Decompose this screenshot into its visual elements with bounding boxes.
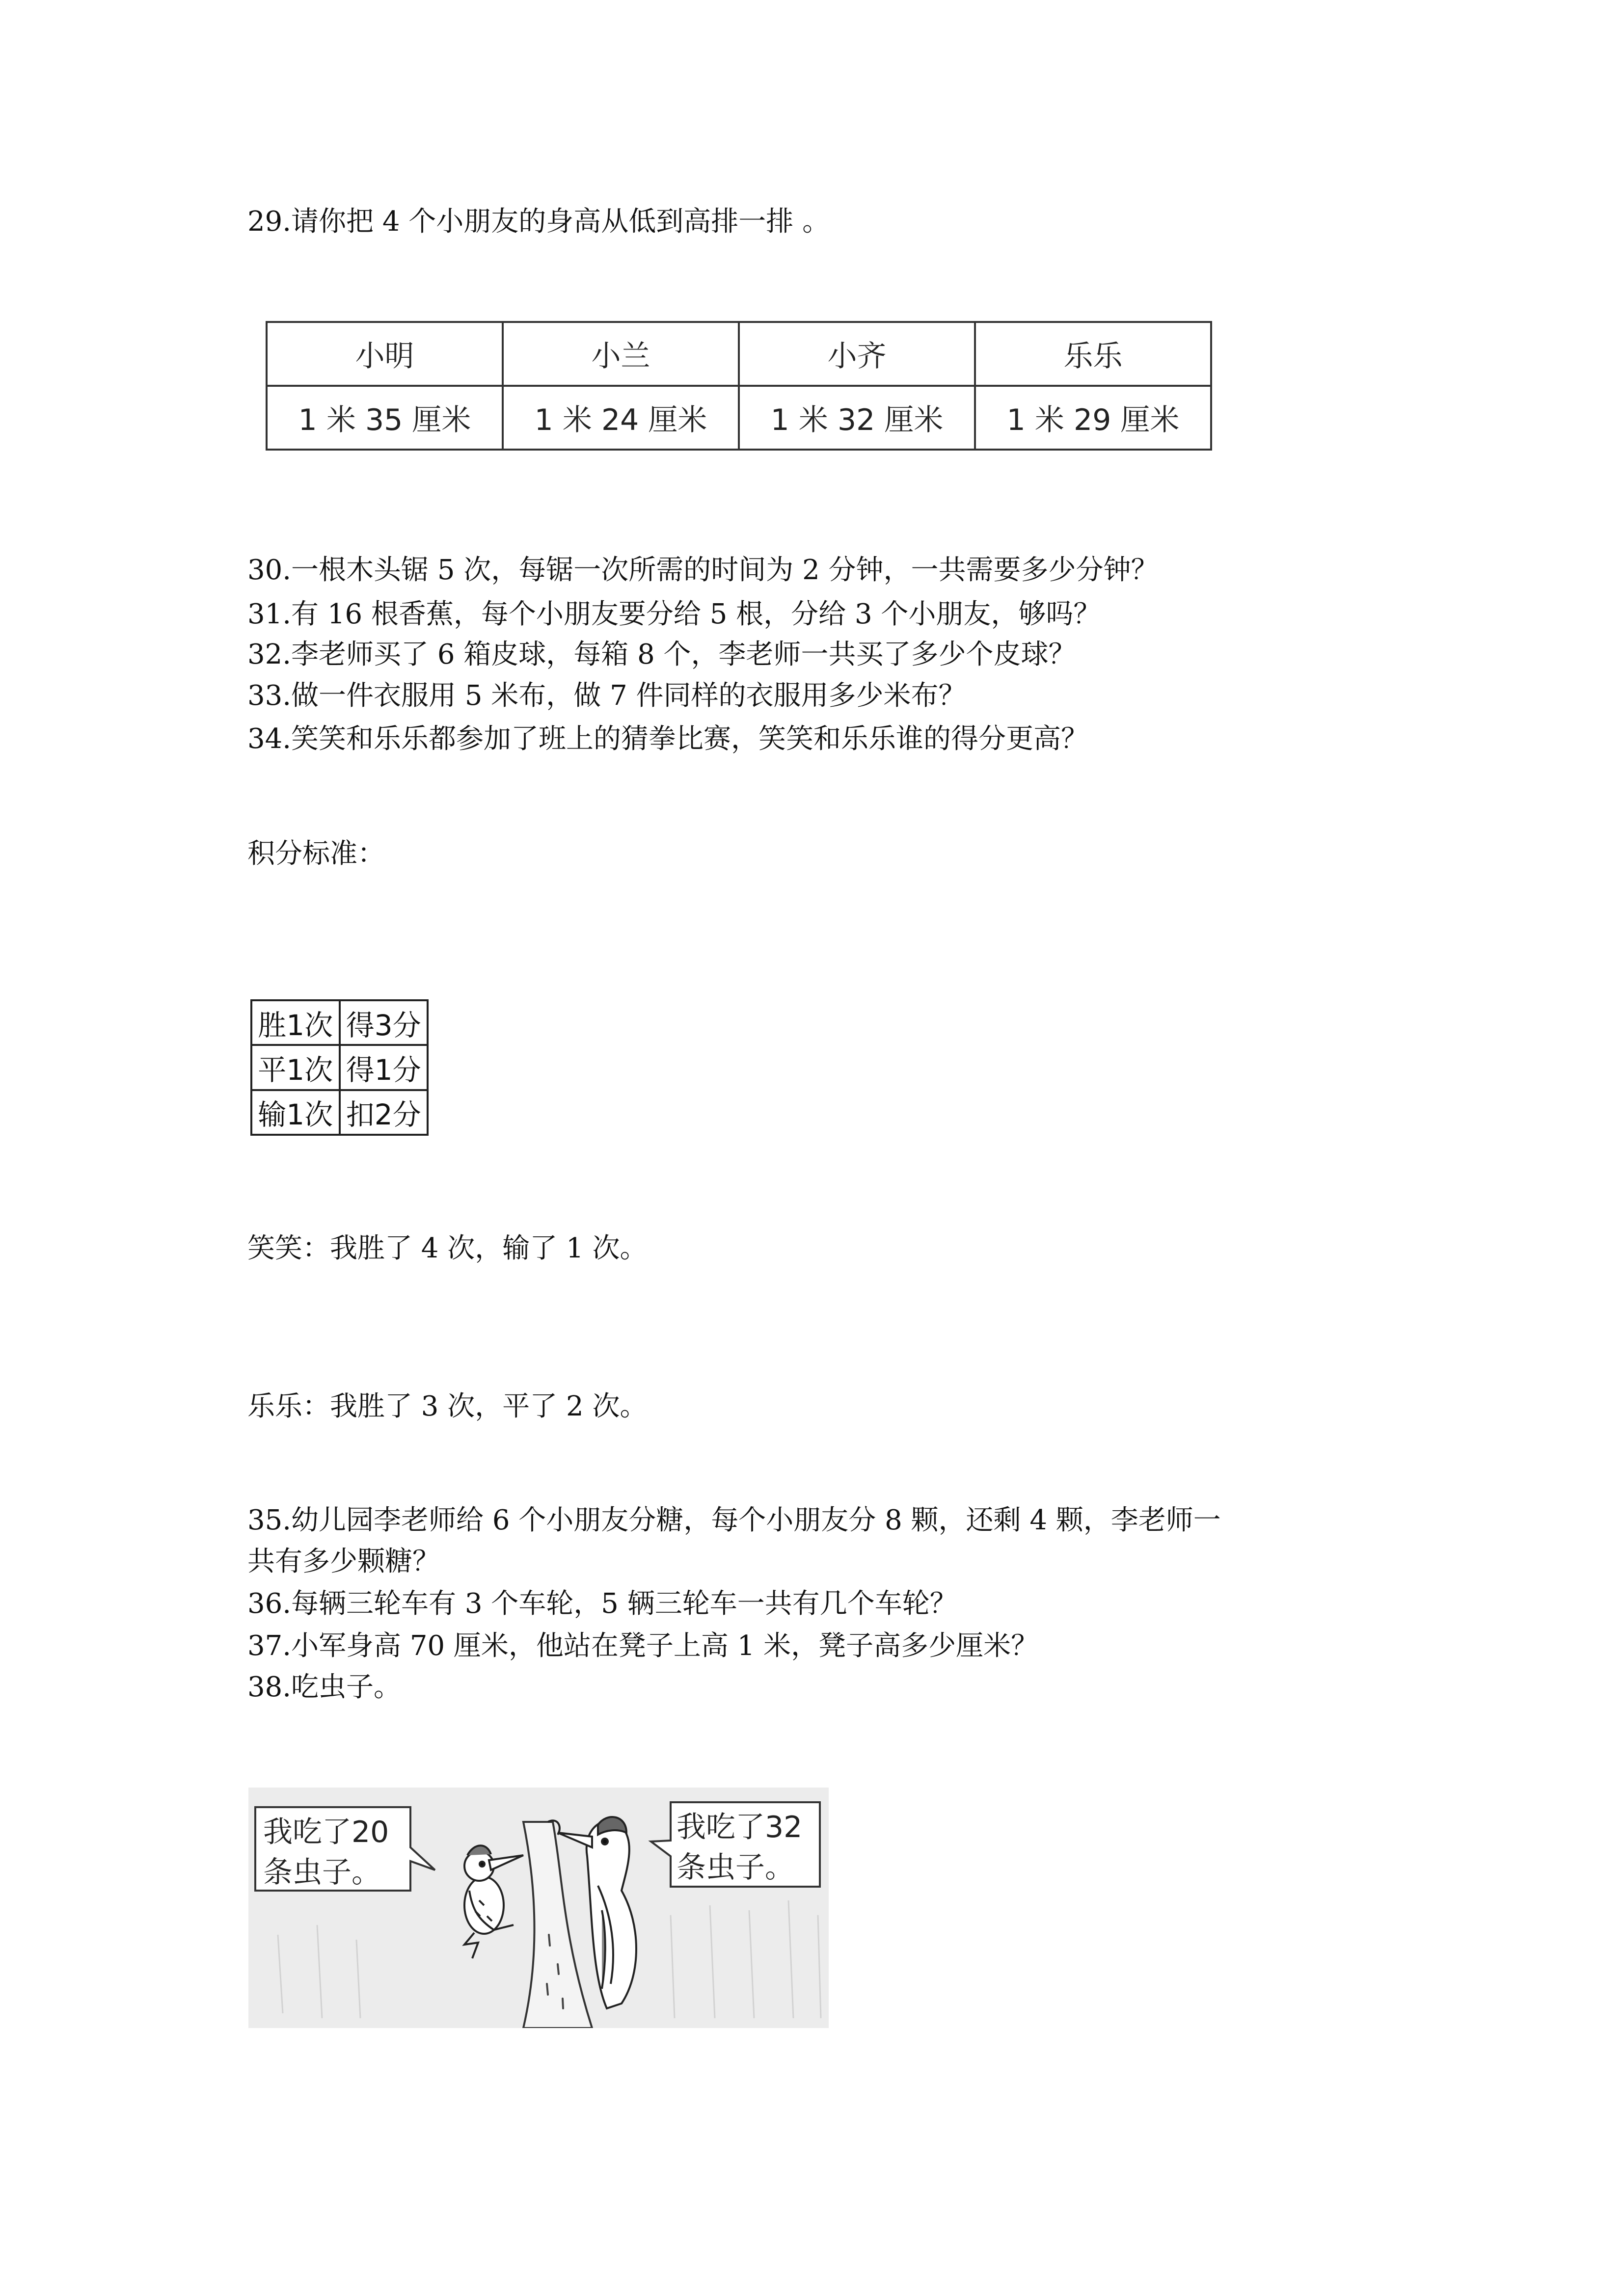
table-row [267,322,1211,386]
result-cell: 胜1次 [251,1000,340,1045]
question-32: 32.李老师买了 6 箱皮球，每箱 8 个，李老师一共买了多少个皮球？ [247,639,1076,670]
question-30: 30.一根木头锯 5 次，每锯一次所需的时间为 2 分钟，一共需要多少分钟？ [247,554,1159,586]
right-bubble-line: 条虫子。 [677,1850,794,1885]
lele-statement: 乐乐：我胜了 3 次，平了 2 次。 [247,1390,648,1422]
question-29: 29.请你把 4 个小朋友的身高从低到高排一排 。 [247,206,830,238]
table-row [251,1000,428,1045]
score-table [250,999,429,1136]
height-cell: 1 米 32 厘米 [739,386,975,450]
left-bubble-line: 条虫子。 [263,1855,381,1890]
name-cell: 小明 [267,322,503,386]
xiaoxiao-statement: 笑笑：我胜了 4 次，输了 1 次。 [247,1232,648,1264]
question-35-line-2: 共有多少颗糖？ [247,1546,440,1577]
table-row [251,1090,428,1135]
question-35-line-1: 35.幼儿园李老师给 6 个小朋友分糖，每个小朋友分 8 颗，还剩 4 颗，李老师一 [247,1504,1221,1536]
height-cell: 1 米 24 厘米 [503,386,739,450]
name-cell: 小兰 [503,322,739,386]
question-38: 38.吃虫子。 [247,1671,402,1703]
height-table [266,321,1212,451]
table-row [267,386,1211,450]
name-cell: 乐乐 [975,322,1211,386]
points-cell: 得3分 [340,1000,428,1045]
question-31: 31.有 16 根香蕉，每个小朋友要分给 5 根，分给 3 个小朋友，够吗？ [247,598,1101,630]
question-33: 33.做一件衣服用 5 米布，做 7 件同样的衣服用多少米布？ [247,680,966,712]
name-cell: 小齐 [739,322,975,386]
right-bubble-line: 我吃了32 [677,1810,803,1844]
table-row [251,1045,428,1090]
height-cell: 1 米 29 厘米 [975,386,1211,450]
points-cell: 扣2分 [340,1090,428,1135]
left-bubble-text [263,1812,389,1893]
score-standard-label: 积分标准： [247,838,385,870]
result-cell: 输1次 [251,1090,340,1135]
question-37: 37.小军身高 70 厘米，他站在凳子上高 1 米，凳子高多少厘米？ [247,1630,1039,1662]
woodpecker-illustration [248,1788,829,2028]
question-36: 36.每辆三轮车有 3 个车轮，5 辆三轮车一共有几个车轮？ [247,1588,957,1620]
right-bubble-text [677,1807,802,1888]
height-cell: 1 米 35 厘米 [267,386,503,450]
result-cell: 平1次 [251,1045,340,1090]
question-34: 34.笑笑和乐乐都参加了班上的猜拳比赛，笑笑和乐乐谁的得分更高？ [247,723,1089,755]
points-cell: 得1分 [340,1045,428,1090]
left-bubble-line: 我吃了20 [263,1815,389,1849]
